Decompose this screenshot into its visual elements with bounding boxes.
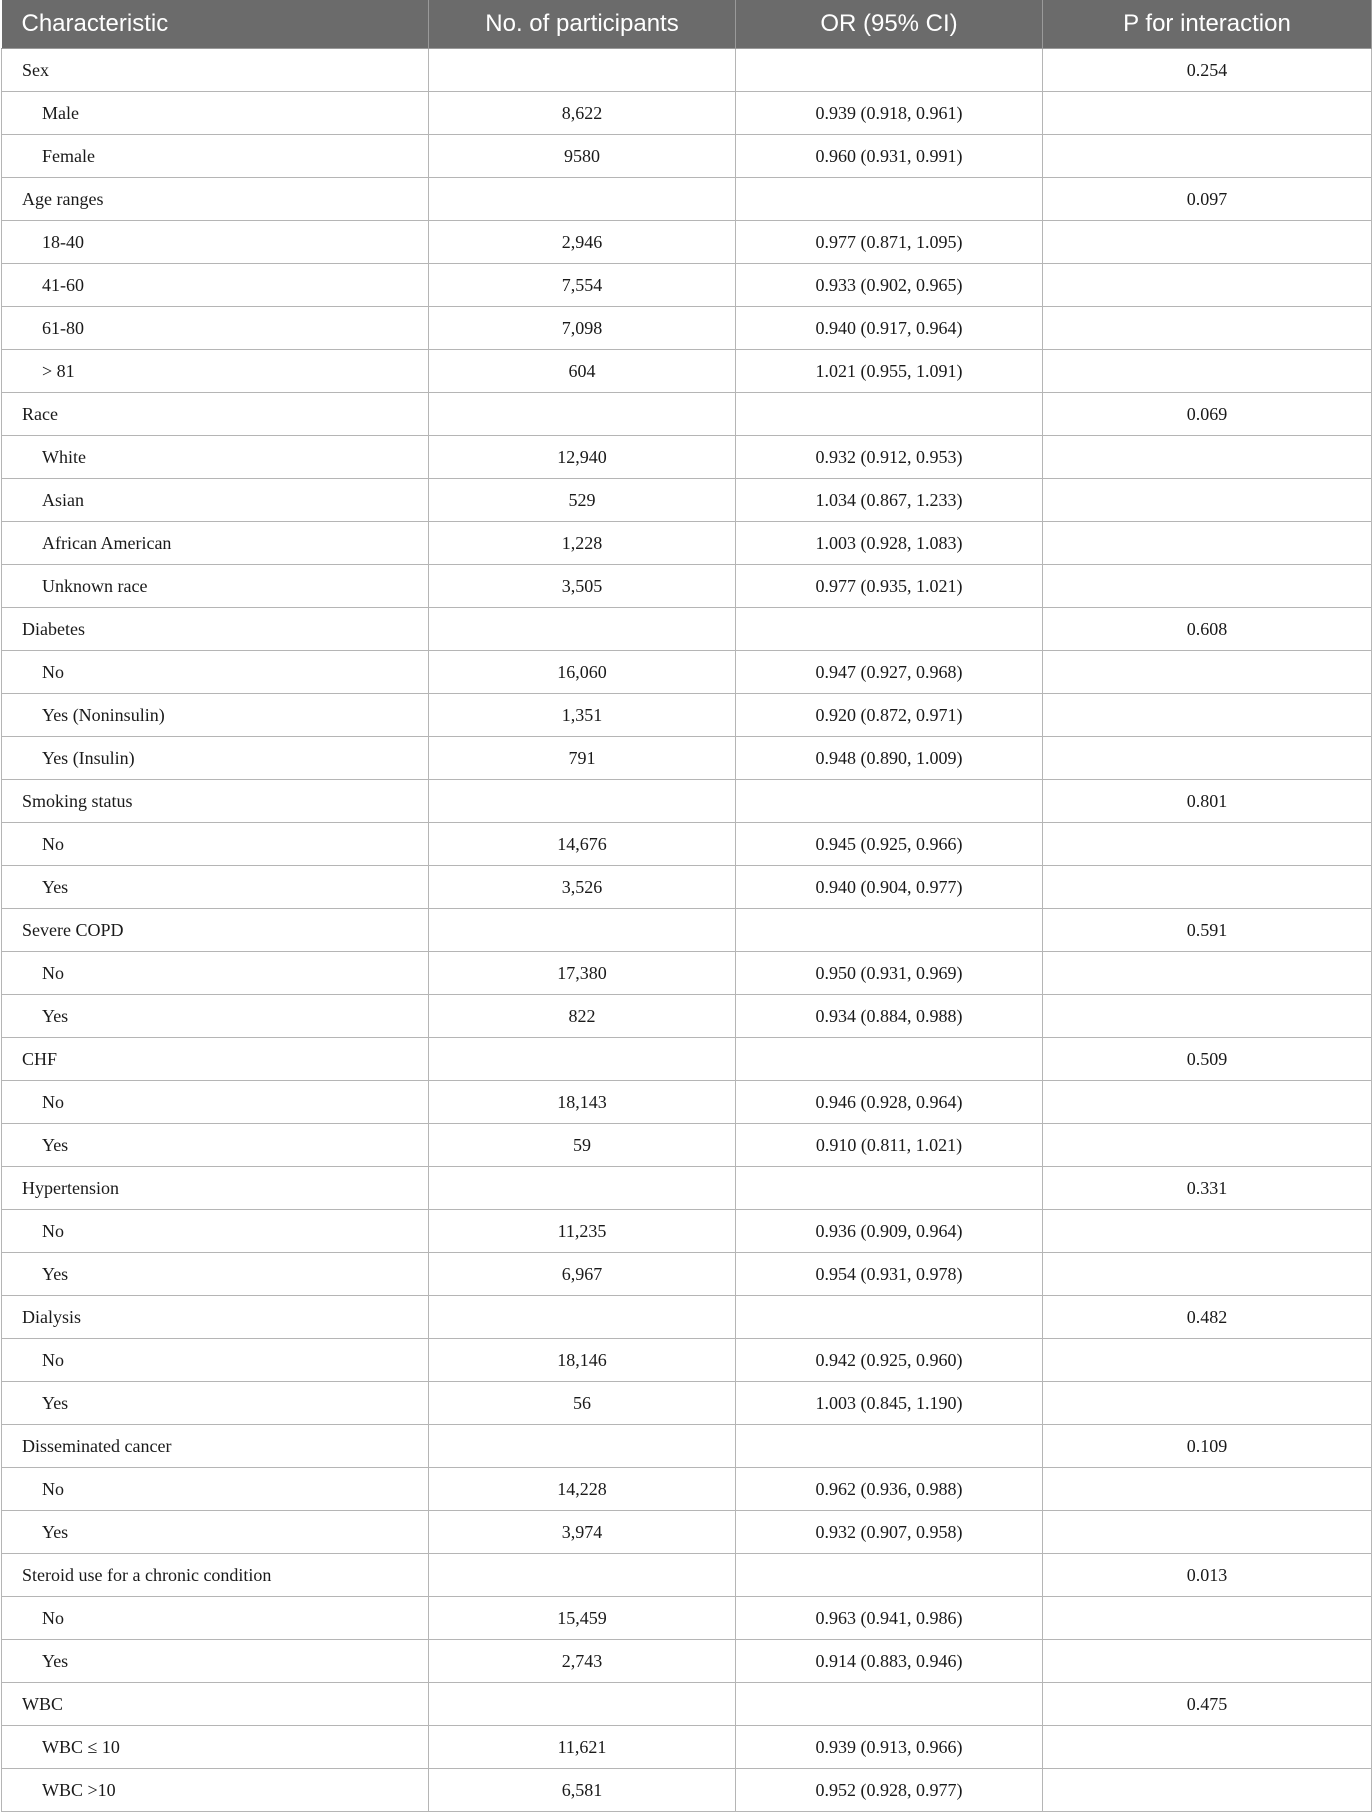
cell-p-interaction xyxy=(1043,823,1372,866)
cell-characteristic: Yes xyxy=(2,866,429,909)
cell-participants xyxy=(429,1038,736,1081)
cell-characteristic: No xyxy=(2,952,429,995)
cell-participants: 1,228 xyxy=(429,522,736,565)
cell-characteristic: Yes xyxy=(2,1253,429,1296)
cell-characteristic: WBC xyxy=(2,1683,429,1726)
subgroup-row xyxy=(2,651,1372,694)
subgroup-row xyxy=(2,1253,1372,1296)
table-header xyxy=(2,0,1372,49)
subgroup-row xyxy=(2,135,1372,178)
cell-p-interaction xyxy=(1043,1382,1372,1425)
cell-characteristic: Smoking status xyxy=(2,780,429,823)
subgroup-row xyxy=(2,92,1372,135)
cell-p-interaction: 0.482 xyxy=(1043,1296,1372,1339)
cell-p-interaction xyxy=(1043,1124,1372,1167)
subgroup-row xyxy=(2,522,1372,565)
header-or-ci: OR (95% CI) xyxy=(736,0,1043,49)
cell-p-interaction xyxy=(1043,1597,1372,1640)
cell-or-ci: 0.940 (0.917, 0.964) xyxy=(736,307,1043,350)
cell-participants: 56 xyxy=(429,1382,736,1425)
cell-p-interaction xyxy=(1043,264,1372,307)
cell-p-interaction: 0.801 xyxy=(1043,780,1372,823)
table-body xyxy=(2,49,1372,1812)
header-participants: No. of participants xyxy=(429,0,736,49)
cell-participants: 2,946 xyxy=(429,221,736,264)
cell-or-ci: 0.954 (0.931, 0.978) xyxy=(736,1253,1043,1296)
cell-or-ci: 0.960 (0.931, 0.991) xyxy=(736,135,1043,178)
subgroup-row xyxy=(2,1769,1372,1812)
cell-characteristic: 18-40 xyxy=(2,221,429,264)
cell-or-ci xyxy=(736,909,1043,952)
cell-or-ci xyxy=(736,1167,1043,1210)
cell-characteristic: Yes xyxy=(2,995,429,1038)
cell-characteristic: > 81 xyxy=(2,350,429,393)
cell-characteristic: Sex xyxy=(2,49,429,92)
cell-characteristic: Disseminated cancer xyxy=(2,1425,429,1468)
cell-or-ci: 0.942 (0.925, 0.960) xyxy=(736,1339,1043,1382)
cell-characteristic: No xyxy=(2,1597,429,1640)
cell-p-interaction xyxy=(1043,307,1372,350)
subgroup-row xyxy=(2,1081,1372,1124)
cell-characteristic: Dialysis xyxy=(2,1296,429,1339)
cell-p-interaction: 0.254 xyxy=(1043,49,1372,92)
cell-participants: 1,351 xyxy=(429,694,736,737)
cell-characteristic: Yes xyxy=(2,1382,429,1425)
subgroup-row xyxy=(2,1726,1372,1769)
cell-participants xyxy=(429,178,736,221)
subgroup-row xyxy=(2,737,1372,780)
cell-or-ci: 0.936 (0.909, 0.964) xyxy=(736,1210,1043,1253)
cell-p-interaction xyxy=(1043,1511,1372,1554)
cell-p-interaction xyxy=(1043,221,1372,264)
cell-participants xyxy=(429,780,736,823)
group-row xyxy=(2,608,1372,651)
cell-p-interaction xyxy=(1043,952,1372,995)
cell-characteristic: Female xyxy=(2,135,429,178)
cell-p-interaction xyxy=(1043,1468,1372,1511)
cell-p-interaction: 0.097 xyxy=(1043,178,1372,221)
cell-or-ci: 0.939 (0.913, 0.966) xyxy=(736,1726,1043,1769)
cell-characteristic: Male xyxy=(2,92,429,135)
cell-characteristic: Age ranges xyxy=(2,178,429,221)
cell-p-interaction xyxy=(1043,651,1372,694)
group-row xyxy=(2,393,1372,436)
cell-p-interaction xyxy=(1043,565,1372,608)
cell-participants: 16,060 xyxy=(429,651,736,694)
cell-or-ci xyxy=(736,49,1043,92)
cell-or-ci xyxy=(736,608,1043,651)
group-row xyxy=(2,1167,1372,1210)
cell-participants: 12,940 xyxy=(429,436,736,479)
cell-participants: 791 xyxy=(429,737,736,780)
group-row xyxy=(2,178,1372,221)
cell-or-ci xyxy=(736,1554,1043,1597)
subgroup-row xyxy=(2,866,1372,909)
cell-characteristic: 41-60 xyxy=(2,264,429,307)
cell-p-interaction xyxy=(1043,1640,1372,1683)
cell-characteristic: WBC >10 xyxy=(2,1769,429,1812)
cell-or-ci: 0.910 (0.811, 1.021) xyxy=(736,1124,1043,1167)
cell-participants: 6,967 xyxy=(429,1253,736,1296)
cell-or-ci xyxy=(736,1038,1043,1081)
cell-or-ci xyxy=(736,1683,1043,1726)
cell-characteristic: Hypertension xyxy=(2,1167,429,1210)
cell-participants: 3,526 xyxy=(429,866,736,909)
cell-participants: 6,581 xyxy=(429,1769,736,1812)
cell-or-ci: 0.934 (0.884, 0.988) xyxy=(736,995,1043,1038)
subgroup-row xyxy=(2,264,1372,307)
subgroup-row xyxy=(2,1339,1372,1382)
cell-participants xyxy=(429,608,736,651)
group-row xyxy=(2,49,1372,92)
cell-characteristic: No xyxy=(2,1081,429,1124)
cell-p-interaction xyxy=(1043,737,1372,780)
cell-or-ci: 0.963 (0.941, 0.986) xyxy=(736,1597,1043,1640)
cell-p-interaction xyxy=(1043,135,1372,178)
cell-characteristic: No xyxy=(2,1468,429,1511)
cell-or-ci xyxy=(736,780,1043,823)
cell-participants xyxy=(429,1425,736,1468)
cell-participants: 18,143 xyxy=(429,1081,736,1124)
header-characteristic: Characteristic xyxy=(2,0,429,49)
cell-characteristic: Diabetes xyxy=(2,608,429,651)
cell-participants: 11,621 xyxy=(429,1726,736,1769)
cell-or-ci: 0.952 (0.928, 0.977) xyxy=(736,1769,1043,1812)
cell-participants: 18,146 xyxy=(429,1339,736,1382)
subgroup-row xyxy=(2,1468,1372,1511)
cell-participants: 15,459 xyxy=(429,1597,736,1640)
group-row xyxy=(2,1296,1372,1339)
cell-p-interaction: 0.608 xyxy=(1043,608,1372,651)
subgroup-row xyxy=(2,307,1372,350)
cell-or-ci: 0.948 (0.890, 1.009) xyxy=(736,737,1043,780)
cell-or-ci: 0.940 (0.904, 0.977) xyxy=(736,866,1043,909)
cell-or-ci: 0.933 (0.902, 0.965) xyxy=(736,264,1043,307)
cell-p-interaction: 0.591 xyxy=(1043,909,1372,952)
cell-participants: 529 xyxy=(429,479,736,522)
cell-characteristic: Unknown race xyxy=(2,565,429,608)
cell-p-interaction xyxy=(1043,1210,1372,1253)
cell-characteristic: Yes (Noninsulin) xyxy=(2,694,429,737)
cell-or-ci: 0.947 (0.927, 0.968) xyxy=(736,651,1043,694)
subgroup-row xyxy=(2,350,1372,393)
cell-participants: 3,505 xyxy=(429,565,736,608)
cell-participants: 9580 xyxy=(429,135,736,178)
cell-p-interaction xyxy=(1043,1769,1372,1812)
cell-p-interaction xyxy=(1043,1081,1372,1124)
cell-characteristic: Yes xyxy=(2,1511,429,1554)
cell-participants xyxy=(429,1554,736,1597)
cell-participants xyxy=(429,49,736,92)
cell-p-interaction: 0.331 xyxy=(1043,1167,1372,1210)
cell-p-interaction: 0.509 xyxy=(1043,1038,1372,1081)
cell-p-interaction xyxy=(1043,694,1372,737)
group-row xyxy=(2,1554,1372,1597)
cell-participants: 14,676 xyxy=(429,823,736,866)
cell-characteristic: No xyxy=(2,1339,429,1382)
cell-or-ci: 1.003 (0.928, 1.083) xyxy=(736,522,1043,565)
subgroup-row xyxy=(2,1210,1372,1253)
cell-p-interaction xyxy=(1043,995,1372,1038)
subgroup-analysis-table xyxy=(1,0,1372,1812)
cell-p-interaction xyxy=(1043,1726,1372,1769)
cell-or-ci: 0.914 (0.883, 0.946) xyxy=(736,1640,1043,1683)
cell-participants: 604 xyxy=(429,350,736,393)
cell-p-interaction xyxy=(1043,522,1372,565)
cell-characteristic: Steroid use for a chronic condition xyxy=(2,1554,429,1597)
group-row xyxy=(2,780,1372,823)
cell-or-ci: 0.977 (0.935, 1.021) xyxy=(736,565,1043,608)
subgroup-row xyxy=(2,1640,1372,1683)
cell-or-ci: 1.003 (0.845, 1.190) xyxy=(736,1382,1043,1425)
cell-p-interaction xyxy=(1043,1339,1372,1382)
subgroup-row xyxy=(2,1382,1372,1425)
cell-participants: 822 xyxy=(429,995,736,1038)
cell-or-ci: 0.962 (0.936, 0.988) xyxy=(736,1468,1043,1511)
cell-p-interaction xyxy=(1043,479,1372,522)
cell-characteristic: Severe COPD xyxy=(2,909,429,952)
cell-characteristic: Race xyxy=(2,393,429,436)
subgroup-row xyxy=(2,823,1372,866)
cell-or-ci: 0.945 (0.925, 0.966) xyxy=(736,823,1043,866)
group-row xyxy=(2,1038,1372,1081)
cell-or-ci: 0.932 (0.907, 0.958) xyxy=(736,1511,1043,1554)
subgroup-row xyxy=(2,1597,1372,1640)
cell-or-ci: 0.932 (0.912, 0.953) xyxy=(736,436,1043,479)
header-row xyxy=(2,0,1372,49)
subgroup-row xyxy=(2,565,1372,608)
cell-participants: 2,743 xyxy=(429,1640,736,1683)
header-p-interaction: P for interaction xyxy=(1043,0,1372,49)
cell-participants: 17,380 xyxy=(429,952,736,995)
cell-p-interaction: 0.069 xyxy=(1043,393,1372,436)
cell-p-interaction xyxy=(1043,1253,1372,1296)
cell-or-ci xyxy=(736,1296,1043,1339)
cell-characteristic: 61-80 xyxy=(2,307,429,350)
cell-or-ci xyxy=(736,1425,1043,1468)
cell-or-ci: 1.021 (0.955, 1.091) xyxy=(736,350,1043,393)
cell-characteristic: Yes xyxy=(2,1124,429,1167)
subgroup-row xyxy=(2,694,1372,737)
cell-participants: 11,235 xyxy=(429,1210,736,1253)
subgroup-row xyxy=(2,1124,1372,1167)
cell-participants: 8,622 xyxy=(429,92,736,135)
cell-or-ci: 0.939 (0.918, 0.961) xyxy=(736,92,1043,135)
cell-participants xyxy=(429,393,736,436)
cell-p-interaction: 0.475 xyxy=(1043,1683,1372,1726)
cell-characteristic: No xyxy=(2,823,429,866)
cell-or-ci: 0.950 (0.931, 0.969) xyxy=(736,952,1043,995)
subgroup-row xyxy=(2,436,1372,479)
cell-or-ci xyxy=(736,393,1043,436)
cell-p-interaction: 0.109 xyxy=(1043,1425,1372,1468)
cell-characteristic: No xyxy=(2,651,429,694)
cell-or-ci: 1.034 (0.867, 1.233) xyxy=(736,479,1043,522)
cell-characteristic: Asian xyxy=(2,479,429,522)
cell-characteristic: Yes (Insulin) xyxy=(2,737,429,780)
subgroup-row xyxy=(2,1511,1372,1554)
cell-participants xyxy=(429,1683,736,1726)
cell-p-interaction xyxy=(1043,92,1372,135)
cell-participants xyxy=(429,1167,736,1210)
cell-characteristic: African American xyxy=(2,522,429,565)
cell-or-ci: 0.977 (0.871, 1.095) xyxy=(736,221,1043,264)
cell-or-ci: 0.946 (0.928, 0.964) xyxy=(736,1081,1043,1124)
cell-participants: 59 xyxy=(429,1124,736,1167)
cell-participants: 14,228 xyxy=(429,1468,736,1511)
subgroup-row xyxy=(2,995,1372,1038)
cell-p-interaction xyxy=(1043,350,1372,393)
cell-p-interaction: 0.013 xyxy=(1043,1554,1372,1597)
cell-participants: 3,974 xyxy=(429,1511,736,1554)
cell-characteristic: Yes xyxy=(2,1640,429,1683)
cell-participants xyxy=(429,909,736,952)
cell-characteristic: CHF xyxy=(2,1038,429,1081)
cell-characteristic: No xyxy=(2,1210,429,1253)
cell-participants xyxy=(429,1296,736,1339)
cell-characteristic: White xyxy=(2,436,429,479)
group-row xyxy=(2,1683,1372,1726)
subgroup-row xyxy=(2,952,1372,995)
cell-p-interaction xyxy=(1043,866,1372,909)
group-row xyxy=(2,1425,1372,1468)
cell-p-interaction xyxy=(1043,436,1372,479)
cell-or-ci: 0.920 (0.872, 0.971) xyxy=(736,694,1043,737)
cell-or-ci xyxy=(736,178,1043,221)
cell-participants: 7,554 xyxy=(429,264,736,307)
subgroup-row xyxy=(2,479,1372,522)
cell-participants: 7,098 xyxy=(429,307,736,350)
subgroup-row xyxy=(2,221,1372,264)
group-row xyxy=(2,909,1372,952)
cell-characteristic: WBC ≤ 10 xyxy=(2,1726,429,1769)
